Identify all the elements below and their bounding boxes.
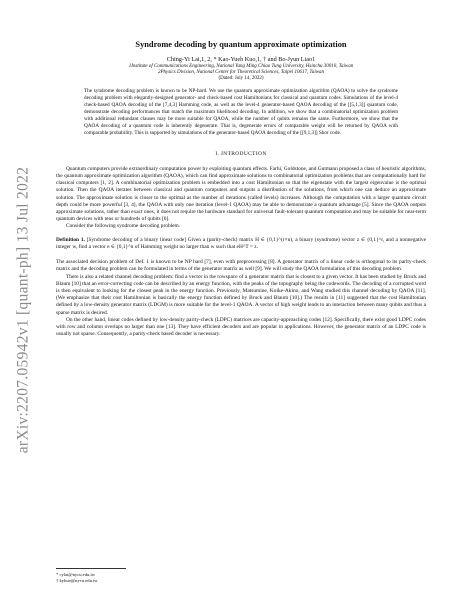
body-paragraph-1: Quantum computers provide extraordinary computation power by exploiting quantum effects. Farhi, Goldstone, and Gutmann proposed a class of heuristic algorithms, the quantum approximate optimization algorithm (QAOA), which can find approximate solutions to combinatorial optimization problems that are computationally hard for classical computers [1, 2]. A combinatorial optimization problem is embedded into a cost Hamiltonian so that the eigenstate with the largest eigenvalue is the optimal solution. Then the QAOA iterates between classical and quantum computers and outputs a distribution of the solutions, from which one can deduce an approximate solution. The approximate solution is closer to the optimal as the number of iterations (called levels) increases. Although the computation with a larger quantum circuit depth could be more powerful [3, 4], the QAOA with only one iteration (level-1 QAOA) may be able to demonstrate a quantum advantage [5]. Since the QAOA outputs approximate solutions, rather than exact ones, it does not require the hardware standard for universal fault-tolerant quantum computation and may be suitable for near-term quantum devices with tens or hundreds of qubits [6]. bbox=[56, 165, 426, 223]
paper-title: Syndrome decoding by quantum approximate optimization bbox=[135, 40, 347, 49]
paper-authors: Ching-Yi Lai,1, 2, * Kao-Yueh Kuo,1, † and Bo-Jyun Liao1 bbox=[166, 56, 316, 63]
body-paragraph-3: The associated decision problem of Def. 1 is known to be NP hard [7], even with preprocessing [8]. A generator matrix of a linear code is orthogonal to its parity-check matrix and the decoding problem can be formulated in terms of the generator matrix as well [9]. We will study the QAOA formulation of this decoding problem. bbox=[56, 259, 426, 273]
abstract: The syndrome decoding problem is known to be NP-hard. We use the quantum approximate optimization algorithm (QAOA) to solve the syndrome decoding problem with elegantly-designed generator- and check-based cost Hamiltonians for classical and quantum codes. Simulations of the level-4 check-based QAOA decoding of the [7,4,3] Hamming code, as well as the level-4 generator-based QAOA decoding of the [[5,1,3]] quantum code, demonstrate decoding performances that match the maximum likelihood decoding. In addition, we show that a combinatorial optimization problem with additional redundant clauses may be more suitable for QAOA, while the number of qubits remains the same. Furthermore, we show that the QAOA decoding of a quantum code is inherently degenerate. That is, degenerate errors of comparable weight will be returned by QAOA with comparable probability. This is supported by simulations of the generator-based QAOA decoding of the [[9,1,3]] Shor code. bbox=[84, 88, 398, 136]
paper-date: (Dated: July 14, 2022) bbox=[218, 75, 264, 81]
affiliation-1: 1Institute of Communications Engineering, National Yang Ming Chiao Tung University, Hsinchu 30010, Taiwan bbox=[128, 63, 354, 69]
definition-text: [Syndrome decoding of a binary linear code] Given a (parity-check) matrix H ∈ {0,1}^(r×n), a binary (syndrome) vector z ∈ {0,1}^r, and a nonnegative integer w, find a vector e ∈ {0,1}^n of Hamming weight no larger than w such that eH^T = z. bbox=[56, 236, 427, 250]
footnote-rule bbox=[56, 568, 126, 569]
section-heading: I. INTRODUCTION bbox=[215, 150, 267, 157]
body-paragraph-5: On the other hand, linear codes defined by low-density parity-check (LDPC) matrices are capacity-approaching codes [12]. Specifically, there exist good LDPC codes with row and column overlaps no larger than one [13]. They have efficient decoders and are popular in applications. However, the generator matrix of an LDPC code is usually not sparse. Consequently, a parity-check based decoder is necessary. bbox=[56, 316, 426, 338]
footnotes bbox=[56, 568, 426, 584]
paper-page bbox=[56, 40, 426, 338]
definition-block bbox=[56, 237, 426, 251]
arxiv-sidebar-stamp bbox=[11, 160, 35, 460]
body-paragraph-4: There is also a related channel decoding problem: find a vector in the rowspace of a generator matrix that is closest to a given vector. It has been studied by Bruck and Blaum [10] that an error-correcting code can be described by an energy function, with the peaks of the topography being the codewords. The decoding of a corrupted word is then equivalent to looking for the closest peak in the energy function. Previously, Matsumine, Koike-Akino, and Wang studied this channel decoding by QAOA [11]. (We emphasize that their cost Hamiltonian is basically the energy function defined by Bruck and Blaum [10].) The results in [11] suggested that the cost Hamiltonian defined by a low-density generator matrix (LDGM) is more suitable for the level-1 QAOA. A vector of high weight leads to an interaction between many qubits and thus a sparse matrix is desired. bbox=[56, 273, 426, 316]
affiliation-2: 2Physics Division, National Center for Theoretical Sciences, Taipei 10617, Taiwan bbox=[157, 69, 325, 75]
footnote-2: † kykuo@nycu.edu.tw bbox=[56, 577, 98, 583]
arxiv-id: arXiv:2207.05942v1 [quant-ph] 13 Jul 2022 bbox=[14, 166, 32, 454]
body-paragraph-2: Consider the following syndrome decoding problem. bbox=[66, 223, 181, 230]
footnote-1: * cylai@nycu.edu.tw bbox=[56, 571, 96, 577]
definition-label: Definition 1. bbox=[56, 236, 85, 243]
